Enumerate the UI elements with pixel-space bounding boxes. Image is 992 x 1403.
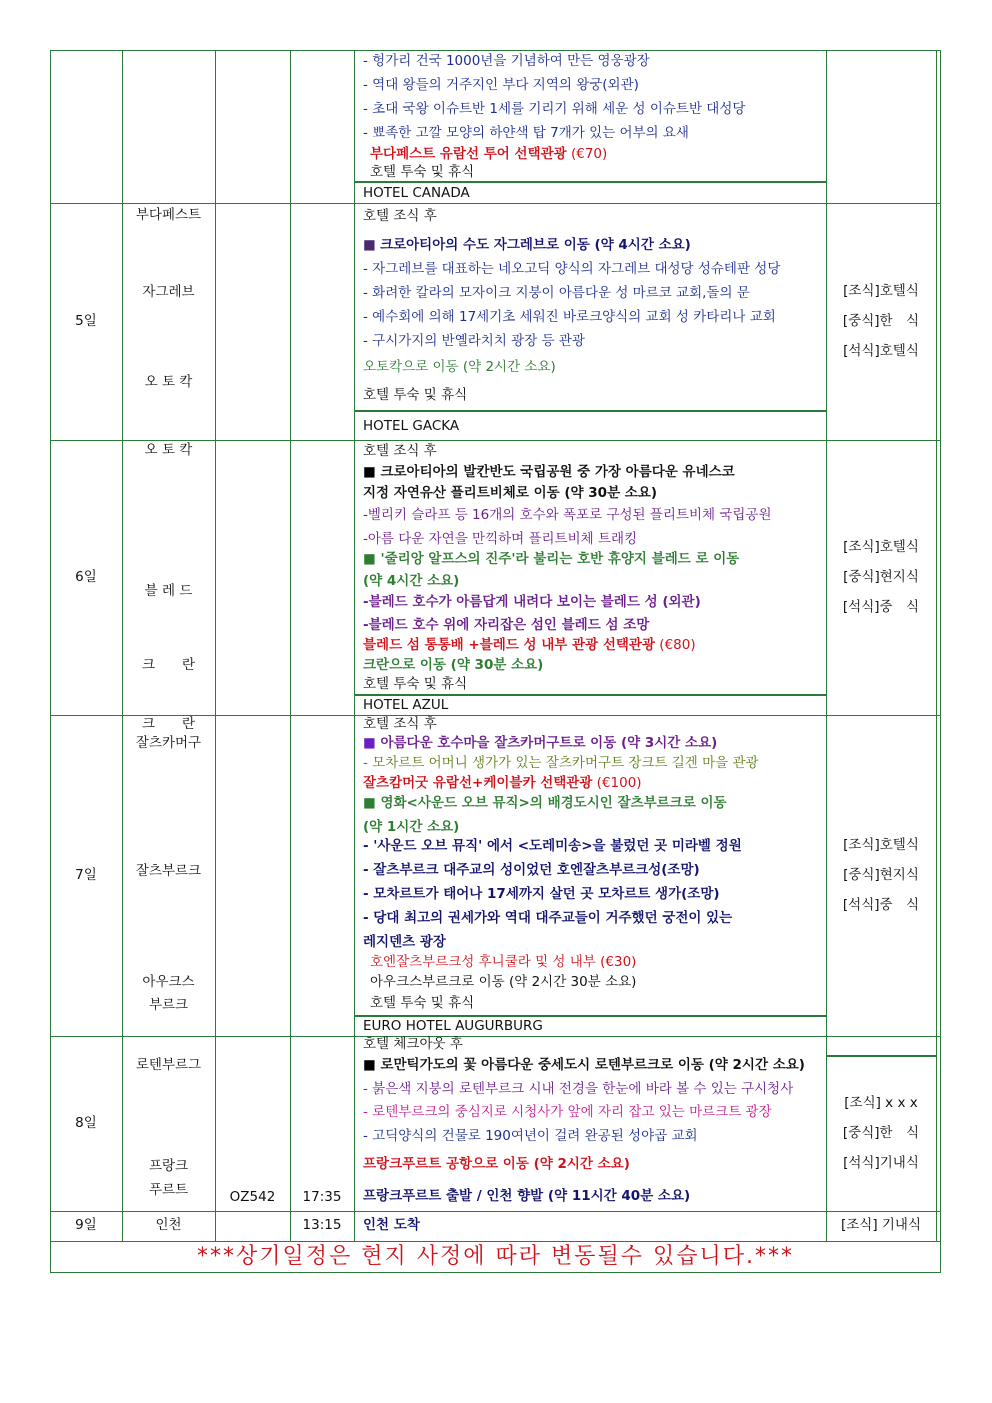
square-marker-icon: ■	[363, 1057, 376, 1073]
schedule-line: - 초대 국왕 이슈트반 1세를 기리기 위해 세운 성 이슈트반 대성당	[363, 101, 746, 117]
meal-dinner: [석식]호텔식	[843, 343, 919, 359]
move-line: 오토칵으로 이동 (약 2시간 소요)	[363, 359, 556, 375]
place-name: 푸르트	[148, 1182, 189, 1198]
schedule-line: -아름 다운 자연을 만끽하며 플리트비체 트래킹	[363, 531, 638, 547]
row-divider	[50, 1036, 941, 1037]
square-marker-icon: ■	[363, 551, 376, 567]
move-line: (약 4시간 소요)	[363, 573, 460, 589]
col-divider	[936, 50, 937, 1242]
meal-lunch: [중식]한 식	[842, 1125, 920, 1141]
schedule-line: - 당대 최고의 권세가와 역대 대주교들이 거주했던 궁전이 있는	[363, 910, 733, 926]
move-line: ■ 로만틱가도의 꽃 아름다운 중세도시 로텐부르크로 이동 (약 2시간 소요)	[363, 1057, 805, 1073]
meal-breakfast: [조식]호텔식	[843, 283, 919, 299]
schedule-line: -블레드 호수 위에 자리잡은 섬인 블레드 섬 조망	[363, 617, 650, 633]
departure-line: 프랑크푸르트 출발 / 인천 향발 (약 11시간 40분 소요)	[363, 1188, 691, 1204]
schedule-change-notice: ***상기일정은 현지 사정에 따라 변동될수 있습니다.***	[196, 1244, 794, 1269]
meal-lunch: [중식]현지식	[843, 569, 919, 585]
move-line: 아우크스부르크로 이동 (약 2시간 30분 소요)	[370, 974, 637, 990]
meal-dinner: [석식]중 식	[842, 897, 920, 913]
meal-breakfast: [조식]호텔식	[843, 837, 919, 853]
schedule-line: - 모차르트 어머니 생가가 있는 잘츠카머구트 장크트 길겐 마을 관광	[363, 755, 759, 771]
place-name: 프랑크	[148, 1158, 189, 1174]
move-line: ■ '줄리앙 알프스의 진주'라 불리는 호반 휴양지 블레드 로 이동	[363, 551, 740, 567]
col-divider	[290, 50, 291, 1242]
schedule-line: - 로텐부르크의 중심지로 시청사가 앞에 자리 잡고 있는 마르크트 광장	[363, 1104, 772, 1120]
place-name: 아우크스	[142, 974, 195, 990]
schedule-line: -벨리키 슬라프 등 16개의 호수와 폭포로 구성된 플리트비체 국립공원	[363, 507, 772, 523]
optional-tour: 잘츠캄머굿 유람선+케이블카 선택관광 (€100)	[363, 775, 642, 791]
hotel-name: HOTEL GACKA	[363, 418, 460, 434]
itinerary-table	[50, 50, 941, 1273]
hotel-name: EURO HOTEL AUGURBURG	[363, 1018, 543, 1034]
schedule-line: - 붉은색 지붕의 로텐부르크 시내 전경을 한눈에 바라 볼 수 있는 구시청사	[363, 1081, 794, 1097]
square-marker-icon: ■	[363, 237, 376, 253]
arrival-line: 인천 도착	[363, 1217, 420, 1233]
place-name: 크 란	[141, 657, 196, 673]
hotel-divider	[354, 181, 826, 183]
schedule-line: - 헝가리 건국 1000년을 기념하여 만든 영웅광장	[363, 53, 650, 69]
rest-text: 호텔 투숙 및 휴식	[370, 995, 475, 1011]
square-marker-icon: ■	[363, 735, 376, 751]
schedule-line: - 모차르트가 태어나 17세까지 살던 곳 모차르트 생가(조망)	[363, 886, 720, 902]
schedule-line: - 화려한 칼라의 모자이크 지붕이 아름다운 성 마르코 교회,돌의 문	[363, 285, 750, 301]
place-name: 부르크	[148, 997, 189, 1013]
square-marker-icon: ■	[363, 464, 376, 480]
place-name: 크 란	[141, 716, 196, 732]
col-divider	[826, 50, 827, 1242]
row-divider	[50, 203, 941, 204]
breakfast-text: 호텔 조식 후	[363, 443, 437, 459]
schedule-line: - 구시가지의 반옐라치치 광장 등 관광	[363, 333, 585, 349]
hotel-name: HOTEL CANADA	[363, 185, 470, 201]
breakfast-text: 호텔 조식 후	[363, 208, 437, 224]
schedule-line: - 뾰족한 고깔 모양의 하얀색 탑 7개가 있는 어부의 요새	[363, 125, 689, 141]
breakfast-text: 호텔 조식 후	[363, 716, 437, 732]
schedule-line: - 예수회에 의해 17세기초 세워진 바로크양식의 교회 성 카타리나 교회	[363, 309, 776, 325]
day-label: 5일	[75, 313, 97, 329]
meal-breakfast: [조식] 기내식	[840, 1217, 922, 1233]
optional-tour: 호엔잘츠부르크성 후니쿨라 및 성 내부 (€30)	[370, 954, 637, 970]
move-line: (약 1시간 소요)	[363, 819, 460, 835]
meal-divider	[826, 1055, 936, 1057]
meal-dinner: [석식]중 식	[842, 599, 920, 615]
meal-dinner: [석식]기내식	[843, 1155, 919, 1171]
optional-tour: 블레드 섬 통통배 +블레드 성 내부 관광 선택관광 (€80)	[363, 637, 696, 653]
place-name: 오 토 칵	[144, 442, 193, 458]
square-marker-icon: ■	[363, 795, 376, 811]
place-name: 로텐부르그	[135, 1057, 202, 1073]
move-line: 지정 자연유산 플리트비체로 이동 (약 30분 소요)	[363, 485, 658, 501]
schedule-line: 레지덴츠 광장	[363, 934, 446, 950]
schedule-line: - 자그레브를 대표하는 네오고딕 양식의 자그레브 대성당 성슈테판 성당	[363, 261, 781, 277]
day-label: 6일	[75, 569, 97, 585]
meal-lunch: [중식]한 식	[842, 313, 920, 329]
hotel-name: HOTEL AZUL	[363, 697, 449, 713]
schedule-line: -블레드 호수가 아름답게 내려다 보이는 블레드 성 (외관)	[363, 594, 701, 610]
move-line: ■ 크로아티아의 수도 자그레브로 이동 (약 4시간 소요)	[363, 237, 691, 253]
place-name: 인천	[155, 1217, 182, 1233]
departure-time: 17:35	[302, 1189, 342, 1205]
place-name: 블 레 드	[144, 583, 193, 599]
schedule-line: - '사운드 오브 뮤직' 에서 <도레미송>을 불렀던 곳 미라벨 정원	[363, 838, 742, 854]
meal-breakfast: [조식]호텔식	[843, 539, 919, 555]
move-line: ■ 크로아티아의 발칸반도 국립공원 중 가장 아름다운 유네스코	[363, 464, 735, 480]
place-name: 잘츠카머구	[135, 735, 202, 751]
meal-breakfast: [조식] x x x	[844, 1095, 918, 1111]
meal-lunch: [중식]현지식	[843, 867, 919, 883]
day-label: 8일	[75, 1115, 97, 1131]
rest-text: 호텔 투숙 및 휴식	[363, 387, 468, 403]
move-line: ■ 아름다운 호수마을 잘츠카머구트로 이동 (약 3시간 소요)	[363, 735, 718, 751]
move-line: 프랑크푸르트 공항으로 이동 (약 2시간 소요)	[363, 1156, 630, 1172]
place-name: 잘츠부르크	[135, 863, 202, 879]
schedule-line: - 역대 왕들의 거주지인 부다 지역의 왕궁(외관)	[363, 77, 639, 93]
hotel-divider	[354, 410, 826, 412]
flight-number: OZ542	[229, 1189, 276, 1205]
place-name: 부다페스트	[135, 207, 202, 223]
move-line: 크란으로 이동 (약 30분 소요)	[363, 657, 544, 673]
schedule-line: - 고딕양식의 건물로 190여년이 걸려 완공된 성야곱 교회	[363, 1128, 698, 1144]
day-label: 7일	[75, 867, 97, 883]
place-name: 자그레브	[142, 284, 195, 300]
checkout-text: 호텔 체크아웃 후	[363, 1036, 463, 1052]
schedule-line: - 잘츠부르크 대주교의 성이었던 호엔잘츠부르크성(조망)	[363, 862, 700, 878]
rest-text: 호텔 투숙 및 휴식	[370, 164, 475, 180]
col-divider	[215, 50, 216, 1242]
day-label: 9일	[75, 1217, 97, 1233]
optional-tour: 부다페스트 유람선 투어 선택관광 (€70)	[370, 146, 608, 162]
row-divider	[50, 1211, 941, 1212]
rest-text: 호텔 투숙 및 휴식	[363, 676, 468, 692]
arrival-time: 13:15	[302, 1217, 342, 1233]
move-line: ■ 영화<사운드 오브 뮤직>의 배경도시인 잘츠부르크로 이동	[363, 795, 727, 811]
place-name: 오 토 칵	[144, 374, 193, 390]
col-divider	[354, 50, 355, 1242]
